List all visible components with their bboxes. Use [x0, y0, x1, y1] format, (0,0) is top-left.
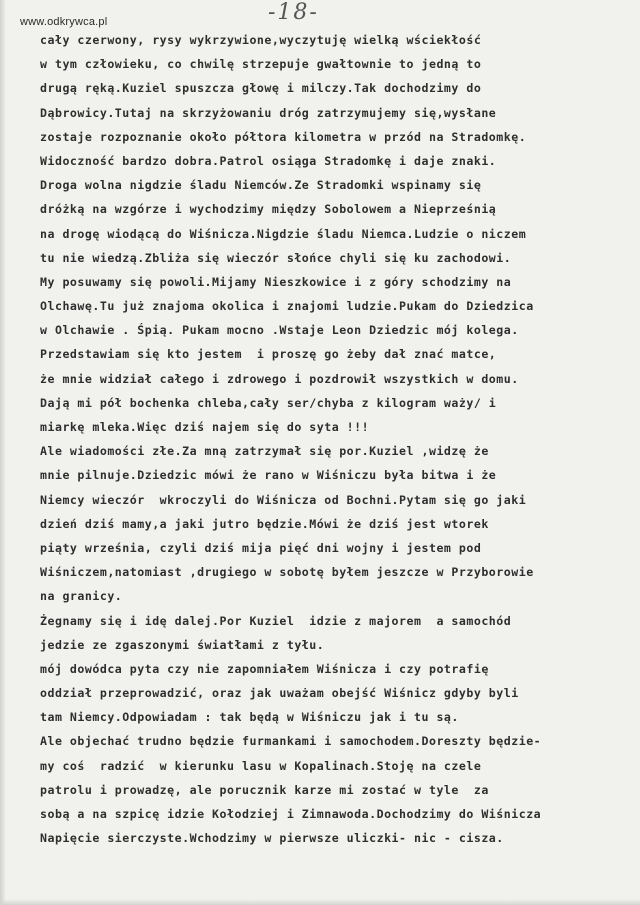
- text-line: patrolu i prowadzę, ale porucznik karze mi zostać w tyle za: [40, 782, 489, 797]
- watermark: www.odkrywca.pl: [20, 16, 108, 28]
- text-line: dróżką na wzgórze i wychodzimy między Sobolowem a Nieprześnią: [40, 202, 497, 217]
- text-line: Przedstawiam się kto jestem i proszę go żeby dał znać matce,: [40, 347, 497, 362]
- text-line: Żegnamy się i idę dalej.Por Kuziel idzie z majorem a samochód: [40, 613, 512, 628]
- text-line: tam Niemcy.Odpowiadam : tak będą w Wiśniczu jak i tu są.: [40, 710, 459, 725]
- text-line: Niemcy wieczór wkroczyli do Wiśnicza od Bochni.Pytam się go jaki: [40, 492, 527, 507]
- text-line: Dąbrowicy.Tutaj na skrzyżowaniu dróg zatrzymujemy się,wysłane: [40, 105, 497, 120]
- text-line: cały czerwony, rysy wykrzywione,wyczytuję wielką wściekłość: [40, 33, 482, 47]
- scan-shadow-bottom: [0, 899, 640, 905]
- text-line: mój dowódca pyta czy nie zapomniałem Wiśnicza i czy potrafię: [40, 661, 489, 676]
- text-line: Ale objechać trudno będzie furmankami i samochodem.Doreszty będzie-: [40, 734, 542, 749]
- text-line: miarkę mleka.Więc dziś najem się do syta !!!: [40, 420, 370, 434]
- text-line: Droga wolna nigdzie śladu Niemców.Ze Stradomki wspinamy się: [40, 178, 482, 193]
- text-line: drugą ręką.Kuziel spuszcza głowę i milczy.Tak dochodzimy do: [40, 81, 482, 96]
- text-line: piąty września, czyli dziś mija pięć dni wojny i jestem pod: [40, 540, 482, 555]
- text-line: My posuwamy się powoli.Mijamy Nieszkowice i z góry schodzimy na: [40, 274, 512, 289]
- text-line: że mnie widział całego i zdrowego i pozdrowił wszystkich w domu.: [40, 371, 519, 386]
- text-line: Widoczność bardzo dobra.Patrol osiąga Stradomkę i daje znaki.: [40, 153, 497, 168]
- text-line: zostaje rozpoznanie około półtora kilometra w przód na Stradomkę.: [40, 129, 527, 144]
- text-line: sobą a na szpicę idzie Kołodziej i Zimnawoda.Dochodzimy do Wiśnicza: [40, 807, 542, 821]
- scan-shadow-left: [0, 0, 6, 905]
- text-line: Dają mi pół bochenka chleba,cały ser/chyba z kilogram waży/ i: [40, 395, 497, 410]
- text-line: my coś radzić w kierunku lasu w Kopalinach.Stoję na czele: [40, 758, 482, 773]
- text-line: mnie pilnuje.Dziedzic mówi że rano w Wiśniczu była bitwa i że: [40, 468, 497, 483]
- page-number: -18-: [268, 0, 319, 25]
- text-line: w tym człowieku, co chwilę strzepuje gwałtownie to jedną to: [40, 57, 482, 72]
- text-line: dzień dziś mamy,a jaki jutro będzie.Mówi że dziś jest wtorek: [40, 516, 489, 531]
- text-line: w Olchawie . Śpią. Pukam mocno .Wstaje Leon Dziedzic mój kolega.: [40, 323, 519, 338]
- text-line: na granicy.: [40, 589, 123, 604]
- text-line: na drogę wiodącą do Wiśnicza.Nigdzie śladu Niemca.Ludzie o niczem: [40, 226, 527, 241]
- text-line: Wiśniczem,natomiast ,drugiego w sobotę byłem jeszcze w Przyborowie: [40, 565, 534, 580]
- text-line: Ale wiadomości złe.Za mną zatrzymał się por.Kuziel ,widzę że: [40, 444, 489, 459]
- text-line: Olchawę.Tu już znajoma okolica i znajomi ludzie.Pukam do Dziedzica: [40, 299, 534, 314]
- body-text: [40, 28, 620, 850]
- text-line: tu nie wiedzą.Zbliża się wieczór słońce chyli się ku zachodowi.: [40, 250, 512, 265]
- text-line: Napięcie sierczyste.Wchodzimy w pierwsze uliczki- nic - cisza.: [40, 831, 504, 846]
- text-line: jedzie ze zgaszonymi światłami z tyłu.: [40, 637, 325, 652]
- text-line: oddział przeprowadzić, oraz jak uważam obejść Wiśnicz gdyby byli: [40, 686, 519, 701]
